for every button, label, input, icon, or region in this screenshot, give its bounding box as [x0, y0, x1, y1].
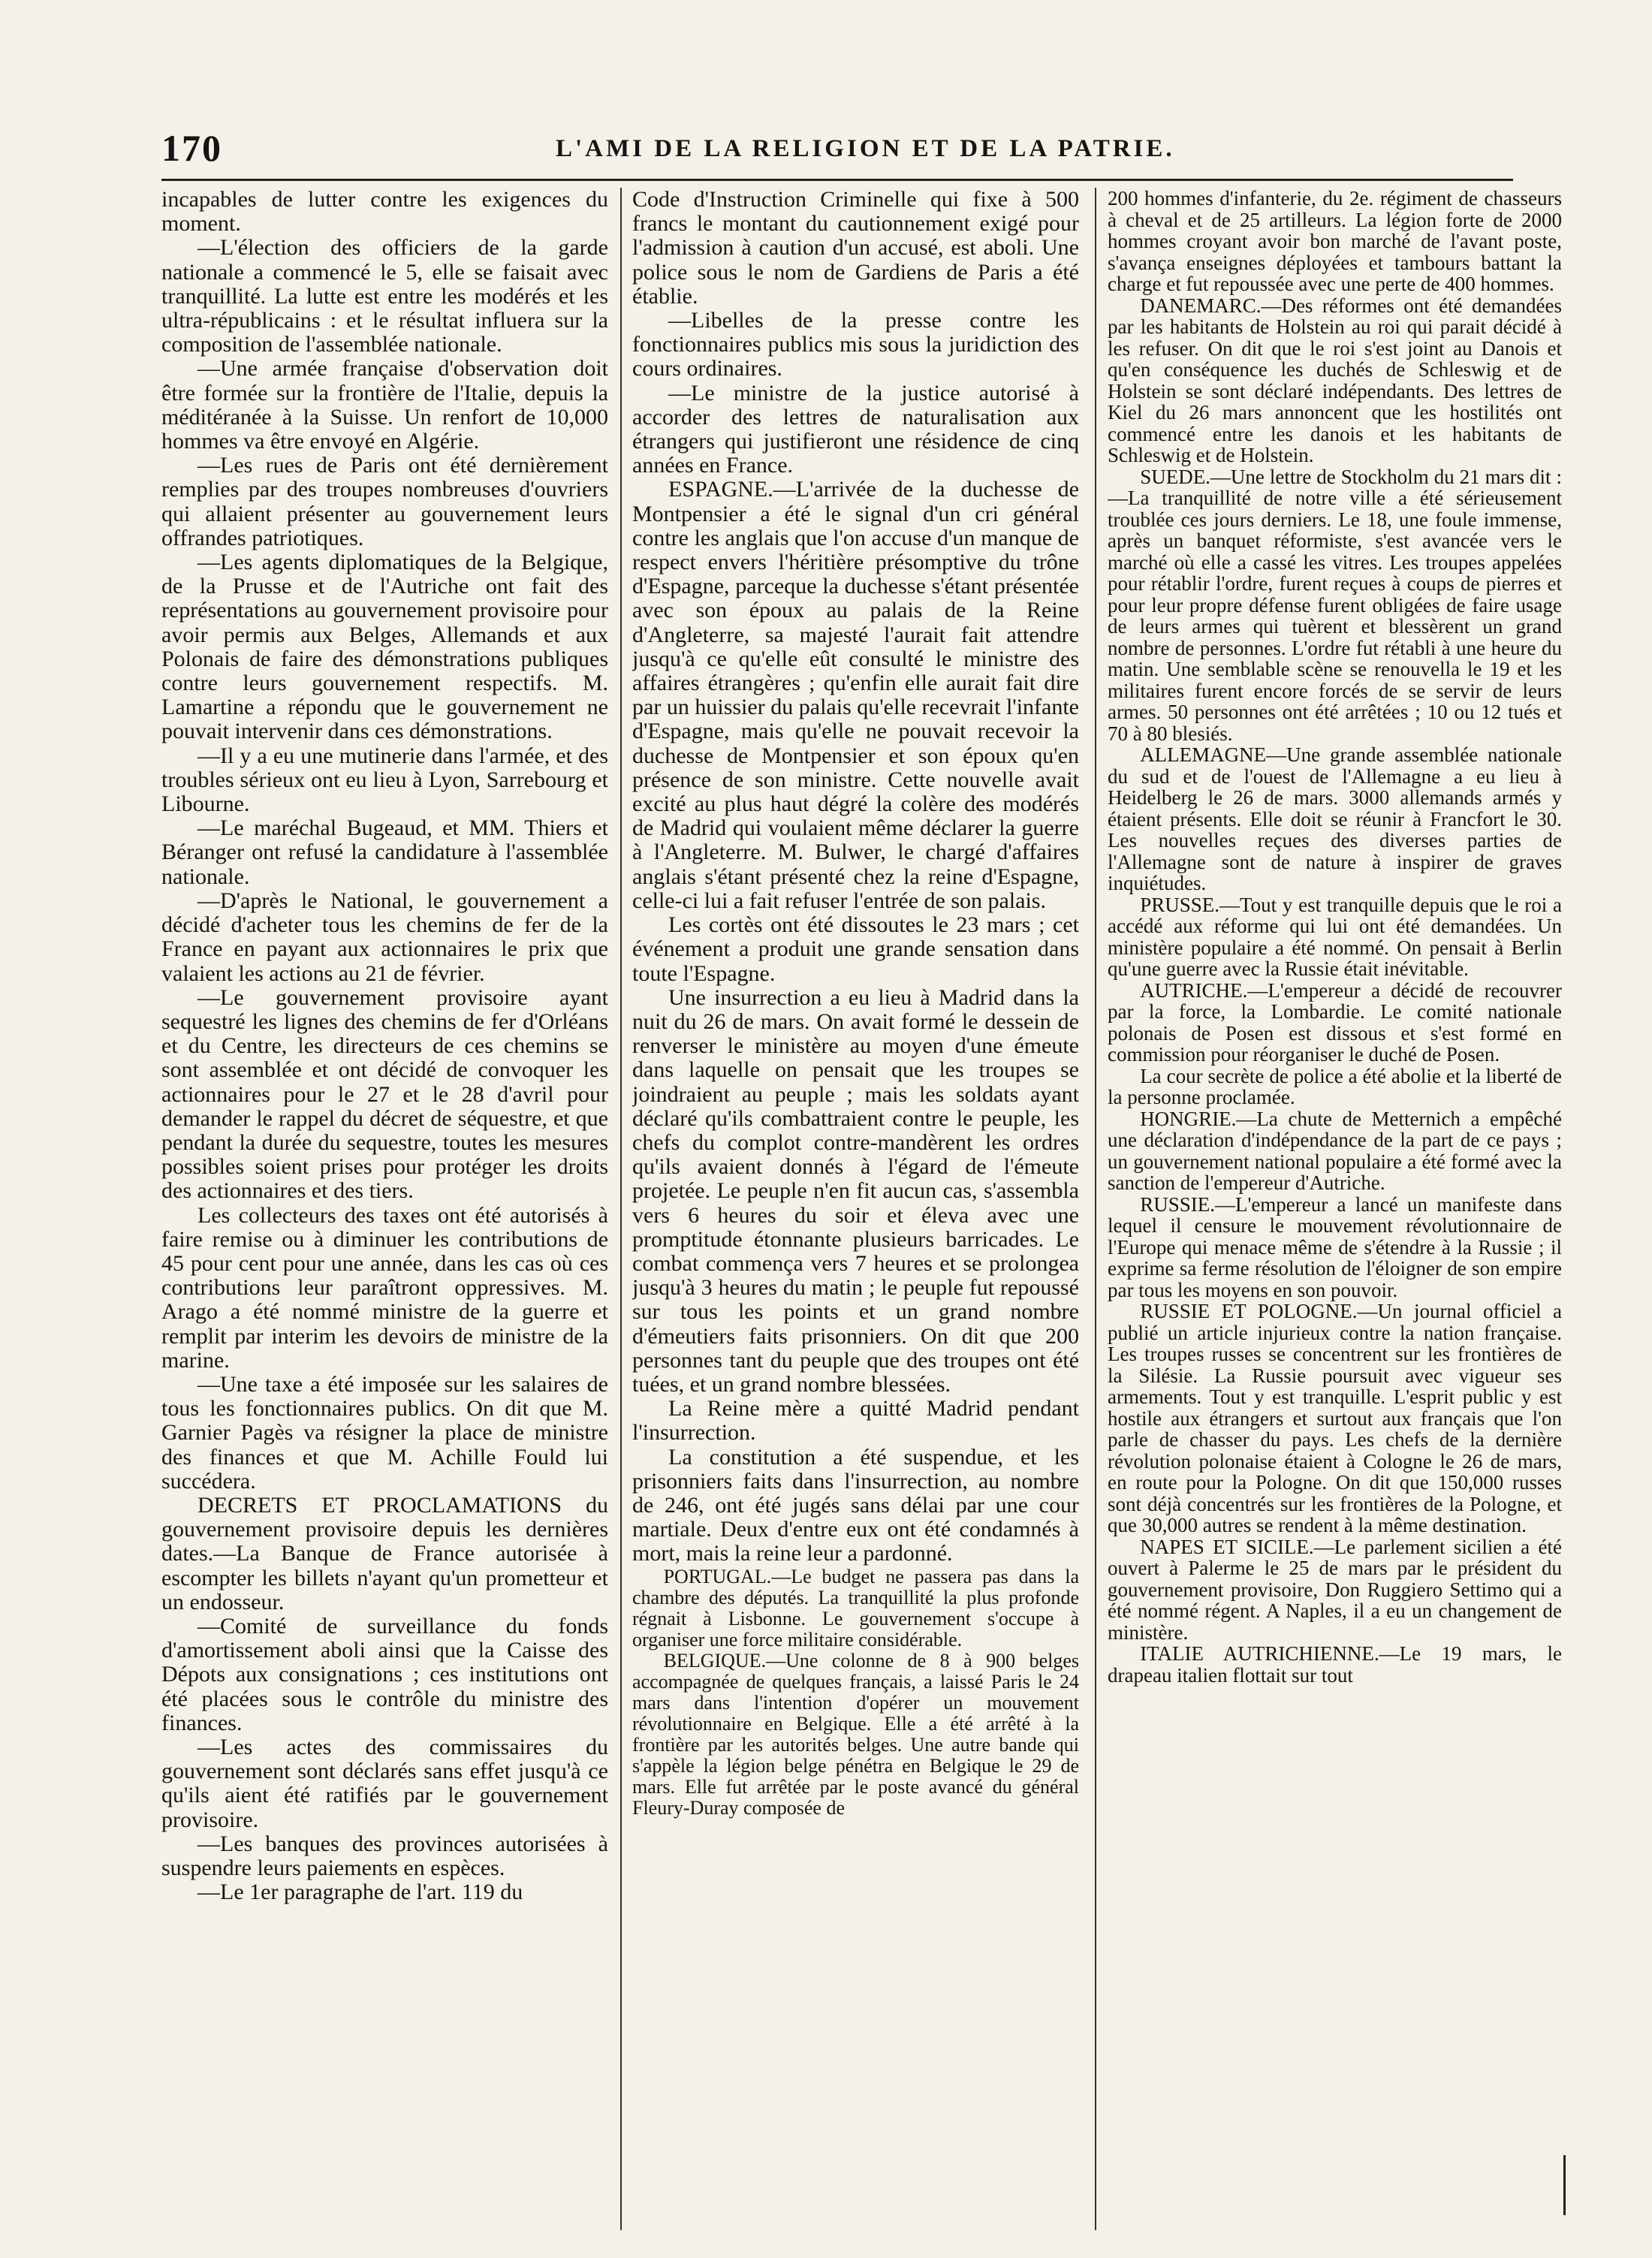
paragraph: Les cortès ont été dissoutes le 23 mars ; cet événement a produit une grande sensation dans toute l'Espagne.	[632, 912, 1079, 986]
paragraph: —Les agents diplomatiques de la Belgique, de la Prusse et de l'Autriche ont fait des représentations au gouvernement provisoire pour avoir permis aux Belges, Allemands et aux Polonais de faire des démonstrations publiques contre leurs gouvernement respectifs. M. Lamartine a répondu que le gouvernement ne pouvait intervenir dans ces démonstrations.	[161, 550, 608, 744]
paragraph: RUSSIE ET POLOGNE.—Un journal officiel a publié un article injurieux contre la nation française. Les troupes russes se concentrent sur les frontières de la Silésie. La Russie poursuit avec vigueur ses armements. Tout y est tranquille. L'esprit public y est hostile aux étrangers et surtout aux français que l'on parle de chasser du pays. Les chefs de la dernière révolution polonaise étaient à Cologne le 26 de mars, en route pour la Pologne. On dit que 150,000 russes sont déjà concentrés sur les frontières de la Pologne, et que 30,000 autres se rendent à la même destination.	[1108, 1300, 1562, 1536]
paragraph: BELGIQUE.—Une colonne de 8 à 900 belges accompagnée de quelques français, a laissé Paris le 24 mars dans l'intention d'opérer un mouvement révolutionnaire en Belgique. Elle a été arrêté à la frontière par les autorités belges. Une autre bande qui s'appèle la légion belge pénétra en Belgique le 29 de mars. Elle fut arrêtée par le poste avancé du général Fleury-Duray composée de	[632, 1649, 1079, 1819]
paragraph: DANEMARC.—Des réformes ont été demandées par les habitants de Holstein au roi qui parait décidé à les refuser. On dit que le roi s'est joint au Danois et qu'en conséquence les duchés de Schleswig et de Holstein se sont déclaré indépendants. Des lettres de Kiel du 26 mars annoncent que les hostilités ont commencé entre les danois et les habitants de Schleswig et de Holstein.	[1108, 294, 1562, 466]
page-header	[161, 126, 1265, 171]
paragraph: ALLEMAGNE—Une grande assemblée nationale du sud et de l'ouest de l'Allemagne a eu lieu à Heidelberg le 26 de mars. 3000 allemands armés y étaient présents. Elle doit se réunir à Francfort le 30. Les nouvelles reçues des diverses parties de l'Allemagne sont de nature à inspirer de graves inquiétudes.	[1108, 743, 1562, 894]
paragraph: —Le maréchal Bugeaud, et MM. Thiers et Béranger ont refusé la candidature à l'assemblée nationale.	[161, 815, 608, 889]
column-divider	[620, 188, 622, 2230]
paragraph: ITALIE AUTRICHIENNE.—Le 19 mars, le drapeau italien flottait sur tout	[1108, 1642, 1562, 1687]
paragraph: Code d'Instruction Criminelle qui fixe à 500 francs le montant du cautionnement exigé pour l'admission à caution d'un accusé, est aboli. Une police sous le nom de Gardiens de Paris a été établie.	[632, 188, 1079, 309]
paragraph: RUSSIE.—L'empereur a lancé un manifeste dans lequel il censure le mouvement révolutionnaire de l'Europe qui menace même de s'étendre à la Russie ; il exprime sa ferme résolution de l'éloigner de son empire par tous les moyens en son pouvoir.	[1108, 1192, 1562, 1301]
paragraph: La Reine mère a quitté Madrid pendant l'insurrection.	[632, 1396, 1079, 1446]
column-3	[1108, 188, 1562, 2234]
paragraph: —Le 1er paragraphe de l'art. 119 du	[197, 1880, 523, 1905]
paragraph: DECRETS ET PROCLAMATIONS du gouvernement provisoire depuis les dernières dates.—La Banque de France autorisée à escompter les billets n'ayant qu'un prometteur et un endosseur.	[161, 1492, 608, 1614]
paragraph: 200 hommes d'infanterie, du 2e. régiment de chasseurs à cheval et de 25 artilleurs. La légion forte de 2000 hommes croyant avoir bon marché de l'avant poste, s'avança enseignes déployées et tambours battant la charge et fut repoussée avec une perte de 400 hommes.	[1108, 188, 1562, 295]
paragraph: —D'après le National, le gouvernement a décidé d'acheter tous les chemins de fer de la France en payant aux actionnaires le prix que valaient les actions au 21 de février.	[161, 888, 608, 986]
column-2	[632, 188, 1079, 2234]
page-number: 170	[161, 127, 222, 169]
paragraph: PRUSSE.—Tout y est tranquille depuis que le roi a accédé aux réforme qui lui ont été demandées. Un ministère populaire a été nommé. On pensait à Berlin qu'une guerre avec la Russie était inévitable.	[1108, 893, 1562, 980]
paragraph: ESPAGNE.—L'arrivée de la duchesse de Montpensier a été le signal d'un cri général contre les anglais que l'on accuse d'un manque de respect envers l'héritière présomptive du trône d'Espagne, parceque la duchesse s'étant présentée avec son époux au palais de la Reine d'Angleterre, sa majesté l'aurait fait attendre jusqu'à ce qu'elle eût consulté le ministre des affaires étrangères ; qu'enfin elle aurait fait dire par un huissier du palais qu'elle recevrait l'infante d'Espagne, mais qu'elle ne pouvait recevoir la duchesse de Montpensier et son époux qu'en présence de son ministre. Cette nouvelle avait excité au plus haut dégré la colère des modérés de Madrid qui voulaient même déclarer la guerre à l'Angleterre. M. Bulwer, le chargé d'affaires anglais s'étant présenté chez la reine d'Espagne, celle-ci lui a fait refuser l'entrée de son palais.	[632, 477, 1079, 913]
paragraph: NAPES ET SICILE.—Le parlement sicilien a été ouvert à Palerme le 25 de mars par le président du gouvernement provisoire, Don Ruggiero Settimo qui a été nommé régent. A Naples, il a eu un changement de ministère.	[1108, 1535, 1562, 1644]
paragraph: La cour secrète de police a été abolie et la liberté de la personne proclamée.	[1108, 1064, 1562, 1108]
paragraph: —Le ministre de la justice autorisé à accorder des lettres de naturalisation aux étrangers qui justifieront une résidence de cinq années en France.	[632, 380, 1079, 478]
paragraph: —Les banques des provinces autorisées à suspendre leurs paiements en espèces.	[161, 1831, 608, 1881]
paragraph: —Libelles de la presse contre les fonctionnaires publics mis sous la juridiction des cours ordinaires.	[632, 308, 1079, 381]
header-rule	[161, 179, 1513, 181]
paragraph: —Il y a eu une mutinerie dans l'armée, et des troubles sérieux ont eu lieu à Lyon, Sarrebourg et Libourne.	[161, 743, 608, 817]
paragraph: AUTRICHE.—L'empereur a décidé de recouvrer par la force, la Lombardie. Le comité nationale polonais de Posen est dissous et s'est formé en commission pour réorganiser le duché de Posen.	[1108, 978, 1562, 1066]
column-divider	[1095, 188, 1096, 2230]
paragraph: —L'élection des officiers de la garde nationale a commencé le 5, elle se faisait avec tranquillité. La lutte est entre les modérés et les ultra-républicains : et le résultat influera sur la composition de l'assemblée nationale.	[161, 235, 608, 357]
paragraph: La constitution a été suspendue, et les prisonniers faits dans l'insurrection, au nombre de 246, ont été jugés sans délai par une cour martiale. Deux d'entre eux ont été condamnés à mort, mais la reine leur a pardonné.	[632, 1444, 1079, 1566]
paragraph: Une insurrection a eu lieu à Madrid dans la nuit du 26 de mars. On avait formé le dessein de renverser le ministère au moyen d'une émeute dans laquelle on pensait que les troupes se joindraient au peuple ; mais les soldats ayant déclaré qu'ils combattraient contre le peuple, les chefs du complot contre-mandèrent les ordres qu'ils avaient donnés à l'égard de l'émeute projetée. Le peuple n'en fit aucun cas, s'assembla vers 6 heures du soir et éleva avec une promptitude étonnante plusieurs barricades. Le combat commença vers 7 heures et se prolongea jusqu'à 3 heures du matin ; le peuple fut repoussé sur tous les points et un grand nombre d'émeutiers faits prisonniers. On dit que 200 personnes tant du peuple que des troupes ont été tuées, et un grand nombre blessées.	[632, 984, 1079, 1397]
paragraph: —Une taxe a été imposée sur les salaires de tous les fonctionnaires publics. On dit que M. Garnier Pagès va résigner la place de ministre des finances et que M. Achille Fould lui succédera.	[161, 1371, 608, 1494]
paragraph: PORTUGAL.—Le budget ne passera pas dans la chambre des députés. La tranquillité la plus profonde régnait à Lisbonne. Le gouvernement s'occupe à organiser une force militaire considérable.	[632, 1565, 1079, 1651]
margin-mark	[1563, 2155, 1566, 2215]
paragraph: Les collecteurs des taxes ont été autorisés à faire remise ou à diminuer les contributions de 45 pour cent pour une année, dans les cas où ces contributions leur paraîtront oppressives. M. Arago a été nommé ministre de la guerre et remplit par interim les devoirs de ministre de la marine.	[161, 1202, 608, 1373]
paragraph: —Les actes des commissaires du gouvernement sont déclarés sans effet jusqu'à ce qu'ils aient été ratifiés par le gouvernement provisoire.	[161, 1735, 608, 1832]
paragraph: —Une armée française d'observation doit être formée sur la frontière de l'Italie, depuis la méditéranée à la Suisse. Un renfort de 10,000 hommes va être envoyé en Algérie.	[161, 356, 608, 454]
column-1	[161, 188, 608, 2234]
paragraph: incapables de lutter contre les exigences du moment.	[161, 188, 608, 237]
paragraph: HONGRIE.—La chute de Metternich a empêché une déclaration d'indépendance de la part de ce pays ; un gouvernement national populaire a été formé avec la sanction de l'empereur d'Autriche.	[1108, 1107, 1562, 1194]
paragraph: —Le gouvernement provisoire ayant sequestré les lignes des chemins de fer d'Orléans et du Centre, les directeurs de ces chemins se sont assemblée et ont décidé de convoquer les actionnaires pour le 27 et le 28 d'avril pour demander le rappel du décret de séquestre, et que pendant la durée du sequestre, toutes les mesures possibles soient prises pour protéger les droits des actionnaires et des tiers.	[161, 984, 608, 1204]
paragraph: —Comité de surveillance du fonds d'amortissement aboli ainsi que la Caisse des Dépots aux consignations ; ces institutions ont été placées sous le contrôle du ministre des finances.	[161, 1613, 608, 1735]
paragraph: —Les rues de Paris ont été dernièrement remplies par des troupes nombreuses d'ouvriers qui allaient présenter au gouvernement leurs offrandes patriotiques.	[161, 453, 608, 550]
running-title: L'AMI DE LA RELIGION ET DE LA PATRIE.	[556, 135, 1175, 162]
paragraph: SUEDE.—Une lettre de Stockholm du 21 mars dit :—La tranquillité de notre ville a été sérieusement troublée ces jours derniers. Le 18, une foule immense, après un banquet réformiste, s'est avancée vers le marché où elle a cassé les vitres. Les troupes appelées pour rétablir l'ordre, furent reçues à coups de pierres et pour leur propre défense furent obligées de faire usage de leurs armes qui tuèrent et blessèrent un grand nombre de personnes. L'ordre fut rétabli à une heure du matin. Une semblable scène se renouvella le 19 et les militaires furent encore forcés de se servir de leurs armes. 50 personnes ont été arrêtées ; 10 ou 12 tués et 70 à 80 blesiés.	[1108, 465, 1562, 745]
